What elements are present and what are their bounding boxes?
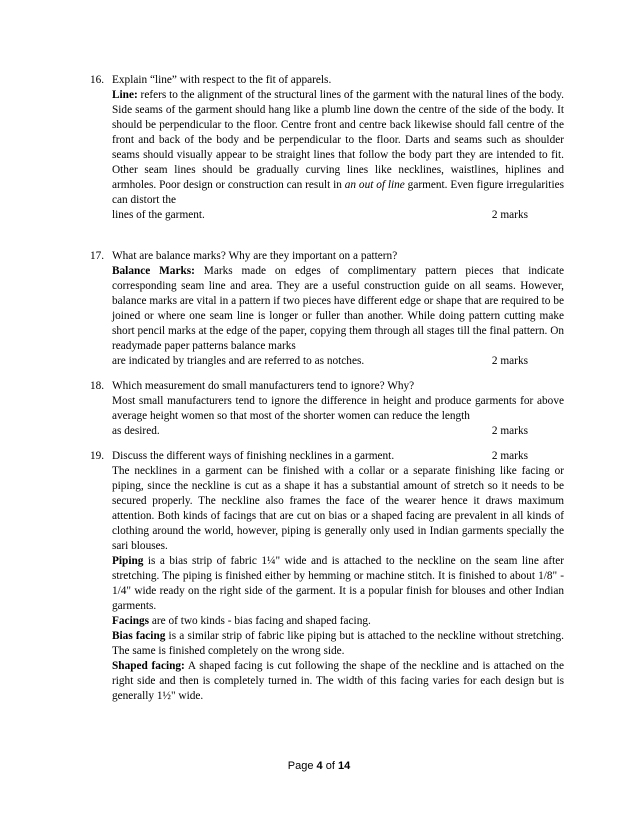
page-number: 4 <box>316 760 323 772</box>
question-number: 17. <box>90 250 105 262</box>
answer-italic: an out of line <box>344 179 405 191</box>
page-total: 14 <box>337 760 351 772</box>
question-17 <box>90 249 564 369</box>
marks-label: 2 marks <box>491 355 528 367</box>
of-word: of <box>322 760 338 772</box>
marks-label: 2 marks <box>491 450 528 462</box>
answer-text: refers to the alignment of the structural lines of the garment with the natural lines of the body. Side seams of the garment should hang like a plumb line down the centre of the side of the body. It should be perpendicular to the floor. Centre front and centre back likewise should fall centre of the front and back of the body and be perpendicular to the floor. Darts and seams such as shoulder seams should visually appear to be straight lines that follow the body part they are intended to fit. Other seam lines should be gradually curving lines like necklines, waistlines, hiplines and armholes. Poor design or construction can result in <box>112 89 564 191</box>
question-title: Discuss the different ways of finishing necklines in a garment. <box>112 450 395 462</box>
answer-term: Facings <box>112 615 150 627</box>
answer-last-line: as desired. <box>112 425 160 437</box>
question-title: Explain “line” with respect to the fit of apparels. <box>112 74 332 86</box>
question-number: 19. <box>90 450 105 462</box>
question-19 <box>90 449 564 704</box>
marks-label: 2 marks <box>491 425 528 437</box>
answer-last-line: lines of the garment. <box>112 209 205 221</box>
page-word: Page <box>287 760 317 772</box>
answer-text: is a bias strip of fabric 1¼" wide and is attached to the neckline on the seam line after stretching. The piping is finished either by hemming or machine stitch. It is finished to about 1/8" - 1/4" wide ready on the right side of the garment. It is a popular finish for blouses and other Indian garments. <box>112 555 564 612</box>
question-title: What are balance marks? Why are they important on a pattern? <box>112 250 398 262</box>
answer-paragraph: The necklines in a garment can be finished with a collar or a separate finishing like facing or piping, since the neckline is cut as a shape it has a substantial amount of stretch so it needs to be secured properly. The neckline also frames the face of the wearer hence it draws maximum attention. Both kinds of facings that are cut on bias or a shaped facing are prevalent in all kinds of clothing around the world, however, piping is generally only used in Indian garments specially the sari blouses. <box>112 465 564 552</box>
answer-text: Most small manufacturers tend to ignore the difference in height and produce garments for above average height women so that most of the shorter women can reduce the length <box>112 395 564 422</box>
answer-17 <box>112 264 564 369</box>
answer-text: A shaped facing is cut following the shape of the neckline and is attached on the right side and then is completely turned in. The width of this facing varies for each design but is generally 1½" wide. <box>112 660 564 702</box>
page-footer <box>0 760 638 772</box>
answer-text: Marks made on edges of complimentary pattern pieces that indicate corresponding seam line and area. They are a useful construction guide on all seams. However, balance marks are vital in a pattern if two pieces have different edge or shape that are required to be joined or where one seam line is longer or fuller than another. While doing pattern cutting make short pencil marks at the edge of the paper, copying them through all stages till the final pattern. On readymade paper patterns balance marks <box>112 265 564 352</box>
answer-text: are of two kinds - bias facing and shaped facing. <box>149 615 371 627</box>
answer-term: Bias facing <box>112 630 166 642</box>
answer-19 <box>112 464 564 704</box>
answer-term: Balance Marks: <box>112 265 195 277</box>
question-number: 16. <box>90 74 105 86</box>
answer-last-line: are indicated by triangles and are referred to as notches. <box>112 355 365 367</box>
question-title: Which measurement do small manufacturers tend to ignore? Why? <box>112 380 415 392</box>
answer-text: is a similar strip of fabric like piping but is attached to the neckline without stretching. The same is finished completely on the wrong side. <box>112 630 564 657</box>
question-number: 18. <box>90 380 105 392</box>
answer-16 <box>112 88 564 223</box>
question-16 <box>90 73 564 223</box>
page-content <box>90 73 564 704</box>
answer-term: Piping <box>112 555 144 567</box>
answer-term: Shaped facing: <box>112 660 185 672</box>
marks-label: 2 marks <box>491 209 528 221</box>
answer-term: Line: <box>112 89 138 101</box>
answer-18 <box>112 394 564 439</box>
answer-text: garment. Even figure irregularities can distort the <box>112 179 564 206</box>
question-18 <box>90 379 564 439</box>
